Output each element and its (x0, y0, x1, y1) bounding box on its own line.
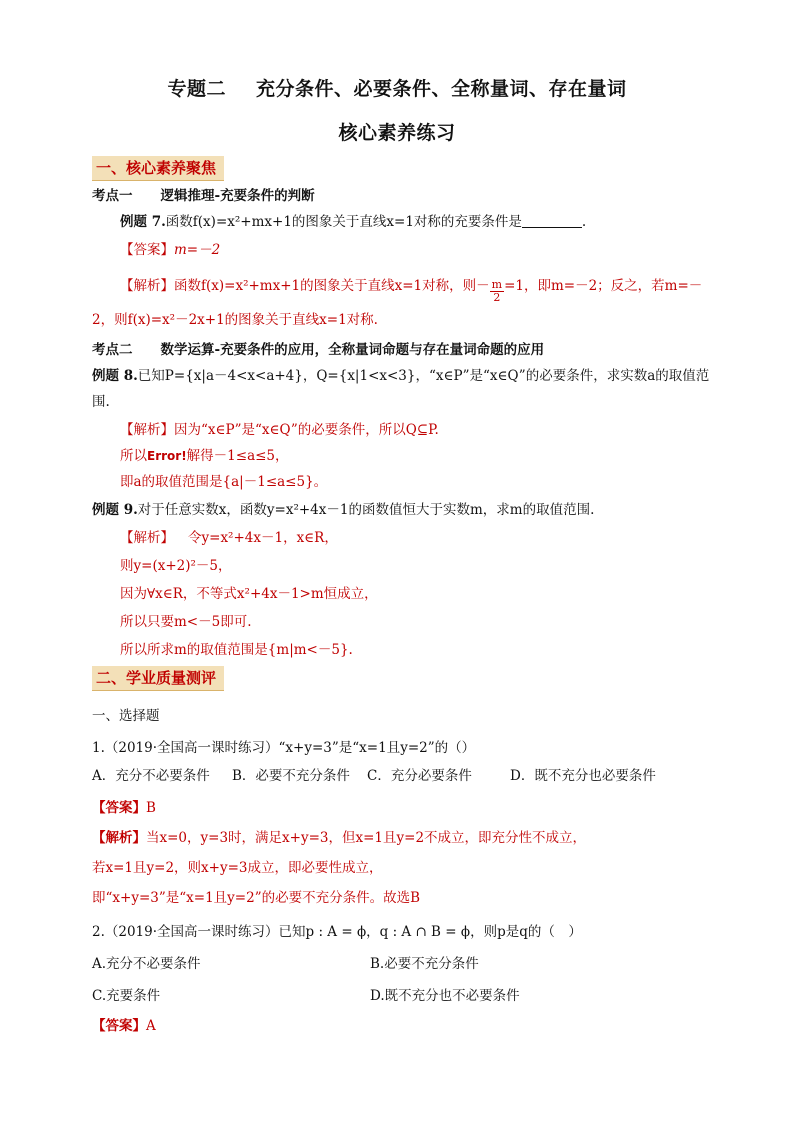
example-8-analysis-3: 即a的取值范围是{a|－1≤a≤5}。 (120, 474, 328, 490)
question-1-stem: 1.（2019·全国高一课时练习）“x+y=3”是“x=1且y=2”的（） (92, 740, 476, 756)
example-9-analysis-3: 因为∀x∈R，不等式x²+4x－1>m恒成立， (120, 586, 378, 602)
example-8-question-cont: 围. (92, 394, 110, 410)
page-title (0, 74, 794, 101)
question-1-answer: 【答案】B (92, 800, 156, 816)
example-7-analysis: 【解析】函数f(x)=x²+mx+1的图象关于直线x=1对称，则－ $\frac{m}{2}$ =1，即m=－2；反之，若m=－ (120, 278, 703, 304)
question-2-stem: 2.（2019·全国高一课时练习）已知p : A = ϕ，q : A ∩ B = ϕ，则p是q的（ ） (92, 924, 582, 940)
example-8-analysis-1: 【解析】因为“x∈P”是“x∈Q”的必要条件，所以Q⊆P. (120, 422, 439, 438)
part-choice-heading: 一、选择题 (92, 708, 160, 724)
question-2-option-c: C.充要条件 (92, 988, 161, 1004)
question-1-analysis-1: 【解析】当x=0，y=3时，满足x+y=3，但x=1且y=2不成立，即充分性不成立， (92, 830, 587, 846)
question-1-option-b: B．必要不充分条件 (232, 768, 350, 784)
fraction-m-over-2: $\frac{m}{2}$ (491, 278, 503, 304)
example-9-analysis-4: 所以只要m<－5即可. (120, 614, 252, 630)
question-2-answer: 【答案】A (92, 1018, 156, 1034)
question-1-option-d: D．既不充分也必要条件 (510, 768, 656, 784)
example-9-analysis-2: 则y=(x+2)²－5， (120, 558, 232, 574)
page-subtitle: 核心素养练习 (338, 122, 456, 144)
question-1-option-c: C．充分必要条件 (367, 768, 472, 784)
section-heading-2: 二、学业质量测评 (92, 666, 224, 691)
question-2-option-a: A.充分不必要条件 (92, 956, 201, 972)
example-8-question: 例题 8.已知P={x|a－4<x<a+4}，Q={x|1<x<3}，“x∈P”是“x∈Q”的必要条件，求实数a的取值范 (92, 368, 710, 384)
title-subject: 充分条件、必要条件、全称量词、存在量词 (256, 78, 627, 100)
question-1-analysis-3: 即“x+y=3”是“x=1且y=2”的必要不充分条件。故选B (92, 890, 421, 906)
question-1-analysis-2: 若x=1且y=2，则x+y=3成立，即必要性成立， (92, 860, 383, 876)
title-topic: 专题二 (167, 78, 226, 100)
example-7-answer: 【答案】m=－2 (120, 242, 221, 258)
question-2-option-d: D.既不充分也不必要条件 (370, 988, 520, 1004)
question-1-option-a: A．充分不必要条件 (92, 768, 210, 784)
example-9-analysis-1: 【解析】 令y=x²+4x－1，x∈R， (120, 530, 338, 546)
example-7-analysis-cont: 2，则f(x)=x²－2x+1的图象关于直线x=1对称. (92, 312, 378, 328)
example-7-question: 例题 7.函数f(x)=x²+mx+1的图象关于直线x=1对称的充要条件是 . (120, 214, 587, 230)
error-text: Error! (147, 449, 187, 463)
example-9-analysis-5: 所以所求m的取值范围是{m|m<－5}. (120, 642, 353, 658)
section-heading-1: 一、核心素养聚焦 (92, 156, 224, 181)
kaodian-1: 考点一 逻辑推理-充要条件的判断 (92, 188, 315, 204)
example-9-question: 例题 9.对于任意实数x，函数y=x²+4x－1的函数值恒大于实数m，求m的取值范围. (92, 502, 595, 518)
example-8-analysis-2: 所以Error!解得－1≤a≤5， (120, 448, 289, 464)
answer-blank (522, 213, 582, 228)
question-2-option-b: B.必要不充分条件 (370, 956, 479, 972)
kaodian-2: 考点二 数学运算-充要条件的应用，全称量词命题与存在量词命题的应用 (92, 342, 545, 358)
